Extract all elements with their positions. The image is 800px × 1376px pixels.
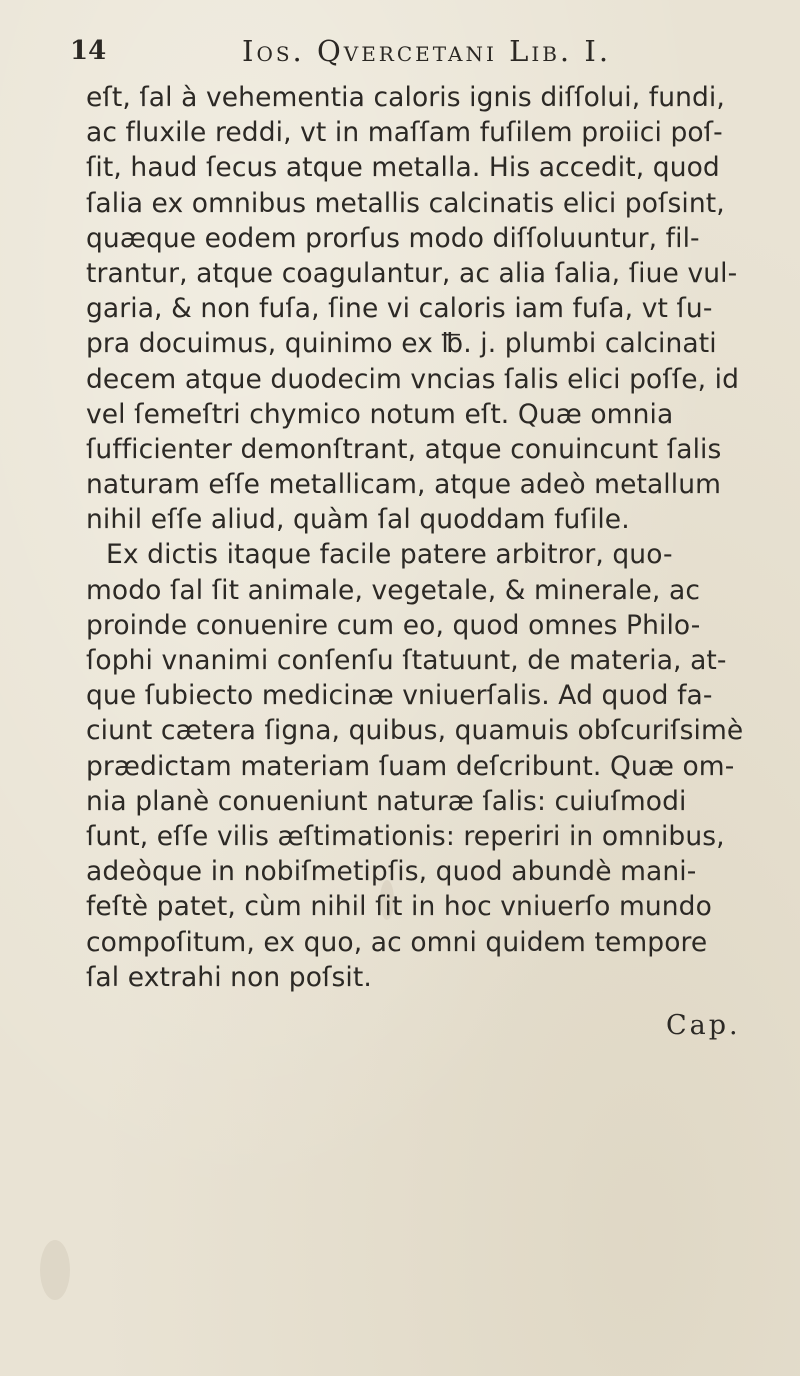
text-line: Ex dictis itaque facile patere arbitror, quo- (106, 539, 673, 571)
text-line: ſunt, eſſe vilis æſtimationis: reperiri in omnibus, (86, 820, 725, 852)
text-line: decem atque duodecim vncias ſalis elici poſſe, id (86, 363, 740, 395)
text-line: ſophi vnanimi conſenſu ſtatuunt, de materia, at- (86, 645, 727, 676)
text-line: garia, & non fuſa, ſine vi caloris iam fuſa, vt ſu- (86, 293, 713, 325)
text-line: nia planè conueniunt naturæ ſalis: cuiuſmodi (86, 785, 687, 817)
text-line: ſit, haud ſecus atque metalla. His accedit, quod (86, 152, 720, 184)
text-line: adeòque in nobiſmetipſis, quod abundè mani- (86, 856, 697, 888)
catchword: Cap. (666, 1010, 741, 1041)
text-line: prædictam materiam ſuam deſcribunt. Quæ om- (86, 750, 735, 782)
text-line: ac fluxile reddi, vt in maſſam fuſilem proiici poſ- (86, 117, 723, 149)
text-line: nihil eſſe aliud, quàm ſal quoddam fuſile. (86, 504, 630, 536)
text-line: pra docuimus, quinimo ex ℔. j. plumbi calcinati (86, 328, 717, 360)
text-line: compoſitum, ex quo, ac omni quidem tempore (86, 926, 708, 958)
text-line: eſt, ſal à vehementia caloris ignis diſſolui, fundi, (86, 82, 725, 113)
text-line: ſalia ex omnibus metallis calcinatis elici poſsint, (86, 187, 725, 219)
text-line: que ſubiecto medicinæ vniuerſalis. Ad quod fa- (86, 680, 713, 712)
text-line: vel ſemeſtri chymico notum eſt. Quæ omnia (86, 398, 674, 430)
running-head: Ios. Qvercetani Lib. I. (242, 34, 612, 68)
paper-stain (40, 1240, 70, 1300)
text-line: ciunt cætera ſigna, quibus, quamuis obſcuriſsimè (86, 715, 744, 747)
page-number: 14 (70, 36, 107, 66)
text-line: feſtè patet, cùm nihil ſit in hoc vniuerſo mundo (86, 891, 712, 923)
text-line: trantur, atque coagulantur, ac alia ſalia, ſiue vul- (86, 257, 738, 289)
page-header (70, 32, 770, 78)
text-line: ſal extrahi non poſsit. (86, 961, 372, 993)
text-line: proinde conuenire cum eo, quod omnes Philo- (86, 609, 701, 641)
text-line: naturam eſſe metallicam, atque adeò metallum (86, 469, 722, 501)
body-text (86, 80, 786, 995)
text-line: quæque eodem prorſus modo diſſoluuntur, fil- (86, 222, 700, 254)
text-line: modo ſal ſit animale, vegetale, & minerale, ac (86, 574, 700, 606)
text-line: ſufficienter demonſtrant, atque conuincunt ſalis (86, 433, 722, 465)
